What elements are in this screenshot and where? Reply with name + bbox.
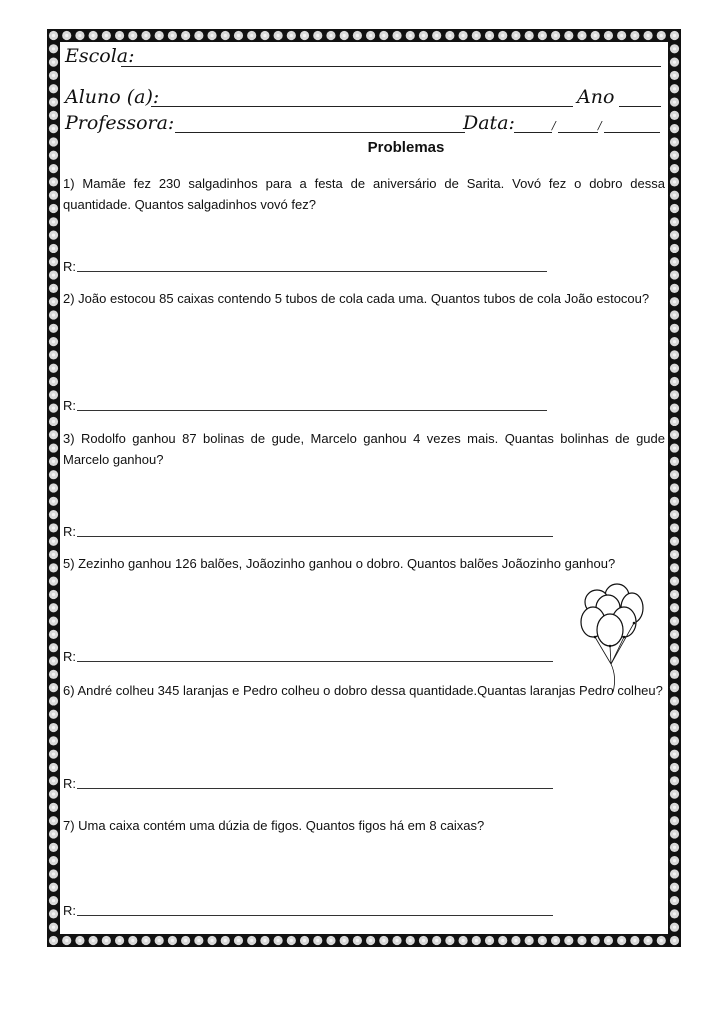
answer-label: R: [63, 649, 76, 664]
student-label: Aluno (a): [65, 86, 160, 108]
date-year-field[interactable] [604, 132, 660, 133]
answer-field-3[interactable] [77, 536, 553, 537]
question-3: 3) Rodolfo ganhou 87 bolinas de gude, Marcelo ganhou 4 vezes mais. Quantas bolinhas de gude Marcelo ganhou? [63, 431, 665, 467]
teacher-field[interactable] [175, 132, 465, 133]
answer-row-7 [63, 903, 76, 918]
answer-field-6[interactable] [77, 788, 553, 789]
date-label: Data: [463, 112, 515, 134]
student-field[interactable] [151, 106, 573, 107]
answer-label: R: [63, 903, 76, 918]
answer-row-3 [63, 524, 76, 539]
answer-row-5 [63, 649, 76, 664]
answer-row-2 [63, 398, 76, 413]
teacher-label: Professora: [65, 112, 175, 134]
year-label: Ano [577, 86, 615, 108]
date-month-field[interactable] [558, 132, 598, 133]
answer-field-5[interactable] [77, 661, 553, 662]
page-border-frame [47, 29, 681, 947]
answer-field-1[interactable] [77, 271, 547, 272]
question-6: 6) André colheu 345 laranjas e Pedro colheu o dobro dessa quantidade.Quantas laranjas Pedro colheu? [63, 683, 663, 698]
date-day-field[interactable] [514, 132, 552, 133]
answer-field-2[interactable] [77, 410, 547, 411]
school-field[interactable] [121, 66, 661, 67]
answer-label: R: [63, 398, 76, 413]
page-title-text: Problemas [367, 139, 445, 156]
answer-row-1 [63, 259, 76, 274]
question-1: 1) Mamãe fez 230 salgadinhos para a festa de aniversário de Sarita. Vovó fez o dobro dessa quantidade. Quantos salgadinhos vovó fez? [63, 176, 665, 212]
answer-label: R: [63, 259, 76, 274]
school-label: Escola: [65, 45, 135, 67]
balloons-icon [579, 582, 649, 694]
question-5: 5) Zezinho ganhou 126 balões, Joãozinho ganhou o dobro. Quantos balões Joãozinho ganhou? [63, 556, 616, 571]
answer-label: R: [63, 524, 76, 539]
question-7: 7) Uma caixa contém uma dúzia de figos. Quantos figos há em 8 caixas? [63, 818, 485, 833]
question-2: 2) João estocou 85 caixas contendo 5 tubos de cola cada uma. Quantos tubos de cola João estocou? [63, 291, 650, 306]
answer-row-6 [63, 776, 76, 791]
answer-field-7[interactable] [77, 915, 553, 916]
year-field[interactable] [619, 106, 661, 107]
date-separator: / [598, 119, 602, 132]
page-title [63, 139, 665, 156]
date-separator: / [552, 119, 556, 132]
answer-label: R: [63, 776, 76, 791]
